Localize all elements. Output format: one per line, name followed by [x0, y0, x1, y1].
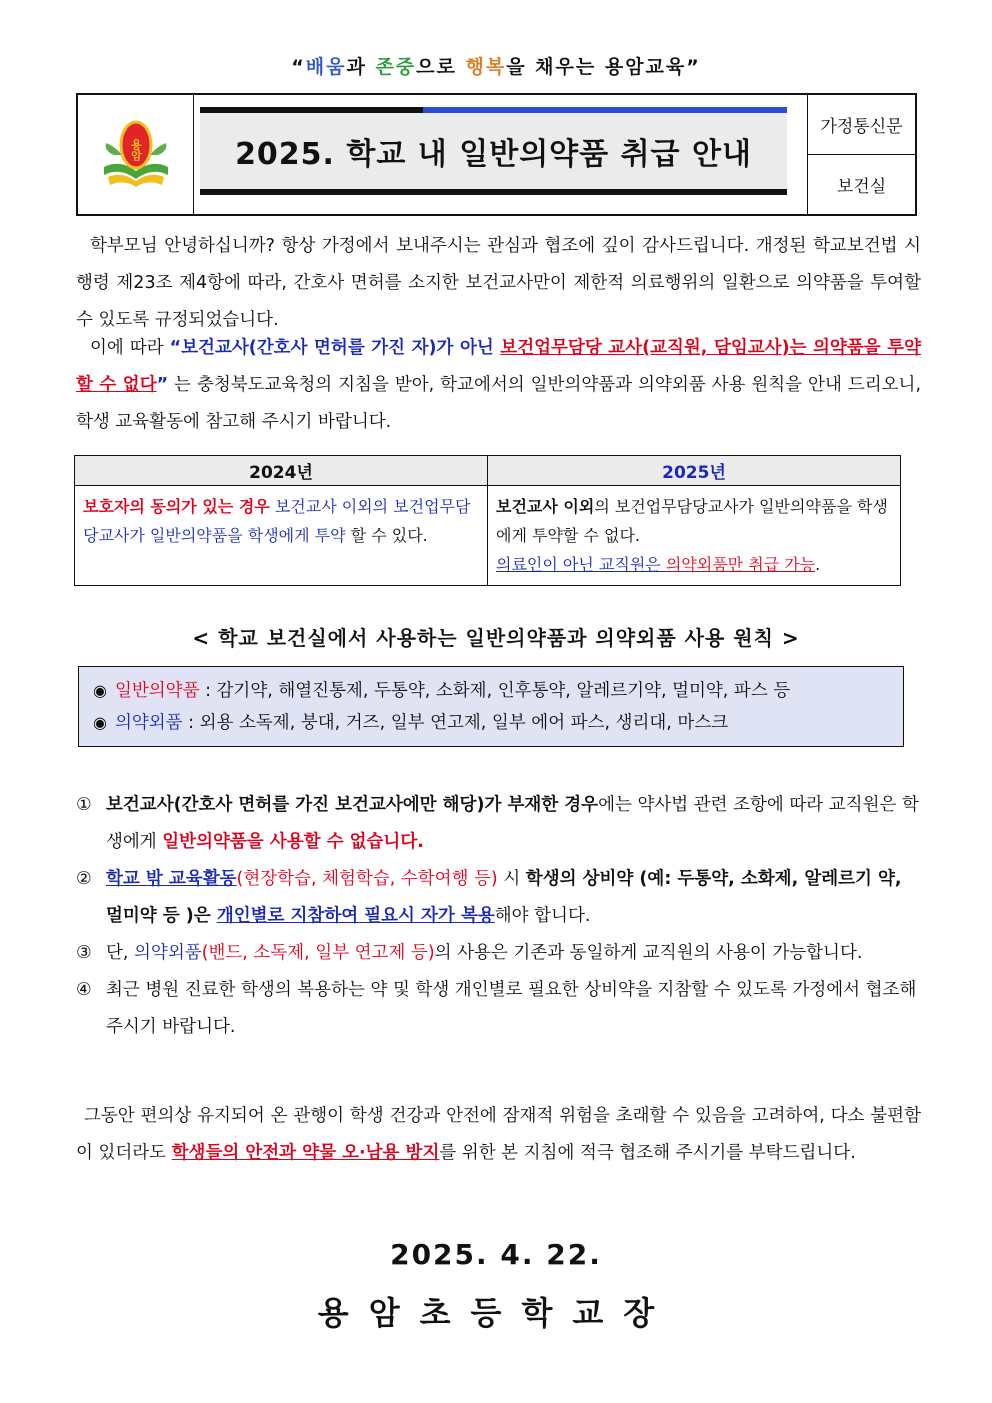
- header-2024: 2024년: [75, 456, 488, 486]
- rule-1-text: 에는 약사법 관련 조항에 따라 교직원은 학생에게: [106, 795, 919, 852]
- document-type: 가정통신문: [808, 95, 915, 155]
- issue-date: 2025. 4. 22.: [390, 1238, 602, 1271]
- rule-2-blue: 학교 밖 교육활동: [106, 869, 237, 889]
- slogan: [0, 52, 992, 79]
- cell-2024: [75, 486, 488, 586]
- rule-1-bold: 보건교사(간호사 면허를 가진 보건교사에만 해당)가 부재한 경우: [106, 795, 599, 815]
- rule-4: [76, 972, 921, 1046]
- principle-label: 의약외품: [114, 713, 183, 733]
- intro-paragraph-2: [76, 330, 921, 441]
- closing-text-2: 를 위한 본 지침에 적극 협조해 주시기를 부탁드립니다.: [439, 1143, 856, 1163]
- principle-label: 일반의약품: [114, 681, 200, 701]
- slogan-word-happiness: 행복: [465, 56, 507, 78]
- rule-3-text: 단,: [106, 943, 135, 963]
- title-cell: [194, 95, 808, 214]
- cell-2025-red: 의약외품만 취급 가능: [665, 555, 816, 574]
- slogan-word-learning: 배움: [305, 56, 347, 78]
- rule-3: [76, 935, 921, 972]
- principles-title: < 학교 보건실에서 사용하는 일반의약품과 의약외품 사용 원칙 >: [192, 626, 800, 650]
- principles-box: [78, 666, 904, 747]
- quote-close: ”: [686, 56, 701, 78]
- cell-2024-end: 할 수 있다.: [350, 526, 428, 545]
- rule-2-red: (현장학습, 체험학습, 수학여행 등): [236, 869, 498, 889]
- rule-1-red: 일반의약품을 사용할 수 없습니다.: [162, 832, 424, 852]
- radio-bullet-icon: ◉: [93, 681, 107, 700]
- rule-number: ①: [76, 795, 92, 815]
- rule-4-text: 최근 병원 진료한 학생의 복용하는 약 및 학생 개인별로 필요한 상비약을 지참할 수 있도록 가정에서 협조해 주시기 바랍니다.: [106, 980, 917, 1037]
- signer: 용암초등학교장: [317, 1294, 675, 1332]
- intro-paragraph-1: 학부모님 안녕하십니까? 항상 가정에서 보내주시는 관심과 협조에 깊이 감사드립니다. 개정된 학교보건법 시행령 제23조 제4항에 따라, 간호사 면허를 소지한 보건교사만이 제한적 의료행위의 일환으로 의약품을 투여할 수 있도록 규정되었습니다.: [76, 236, 921, 330]
- quote-part-b: 보건업무담당 교사(교직원, 담임교사)는 의약품을 투약할 수 없다: [76, 338, 921, 395]
- school-logo-icon: [96, 115, 176, 195]
- slogan-text: 으로: [416, 56, 466, 78]
- slogan-text: 을 채우는 용암교육: [506, 56, 687, 78]
- cell-2025: [488, 486, 901, 586]
- logo-text: 용암: [129, 138, 142, 161]
- document-header: [76, 93, 917, 216]
- principle-text: : 외용 소독제, 붕대, 거즈, 일부 연고제, 일부 에어 파스, 생리대, 마스크: [182, 713, 729, 733]
- header-side-info: [808, 95, 915, 214]
- cell-2025-bold: 보건교사 이외: [496, 497, 595, 516]
- slogan-word-respect: 존중: [375, 56, 417, 78]
- radio-bullet-icon: ◉: [93, 713, 107, 732]
- cell-2024-red: 보호자의 동의가 있는 경우: [83, 497, 270, 516]
- rules-list: [76, 787, 921, 1046]
- rule-3-text-2: 의 사용은 기존과 동일하게 교직원의 사용이 가능합니다.: [434, 943, 863, 963]
- principle-text: : 감기약, 해열진통제, 두통약, 소화제, 인후통약, 알레르기약, 멀미약, 파스 등: [199, 681, 791, 701]
- principle-item: [93, 707, 889, 739]
- quote-end: ”: [156, 375, 169, 395]
- rule-2: [76, 861, 921, 935]
- rule-2-text-2: 해야 합니다.: [494, 906, 591, 926]
- intro-lead: 이에 따라: [90, 338, 170, 358]
- cell-2024-blue: 보건교사 이외의 보건업무담당교사가 일반의약품을 학생에게 투약: [83, 497, 471, 545]
- closing-paragraph: [76, 1098, 921, 1172]
- comparison-table: [74, 455, 901, 586]
- cell-2025-end: .: [815, 555, 821, 574]
- closing-red: 학생들의 안전과 약물 오·남용 방지: [171, 1143, 440, 1163]
- department: 보건실: [836, 177, 887, 197]
- quote-open: “: [291, 56, 306, 78]
- header-2025: 2025년: [488, 456, 901, 486]
- principle-item: [93, 675, 889, 707]
- rule-2-bold: 학생의 상비약 (예: 두통약, 소화제, 알레르기 약, 멀미약 등 )은: [106, 869, 902, 926]
- rule-number: ②: [76, 869, 92, 889]
- closing-text: 그동안 편의상 유지되어 온 관행이 학생 건강과 안전에 잠재적 위험을 초래할 수 있음을 고려하여, 다소 불편함이 있더라도: [76, 1106, 921, 1163]
- cell-2025-text: 의 보건업무담당교사가 일반의약품을 학생에게 투약할 수 없다.: [496, 497, 888, 545]
- rule-3-blue: 의약외품: [134, 943, 202, 963]
- quote-part-a: “보건교사(간호사 면허를 가진 자)가 아닌: [169, 338, 501, 358]
- rule-3-red: (밴드, 소독제, 일부 연고제 등): [201, 943, 435, 963]
- document-title: 2025. 학교 내 일반의약품 취급 안내: [200, 113, 787, 195]
- cell-2025-blue: 의료인이 아닌 교직원은: [496, 555, 666, 574]
- slogan-text: 과: [346, 56, 376, 78]
- rule-1: [76, 787, 921, 861]
- intro-rest: 는 충청북도교육청의 지침을 받아, 학교에서의 일반의약품과 의약외품 사용 원칙을 안내 드리오니, 학생 교육활동에 참고해 주시기 바랍니다.: [76, 375, 922, 432]
- school-logo-cell: [78, 95, 194, 214]
- rule-number: ③: [76, 943, 92, 963]
- rule-number: ④: [76, 980, 92, 1000]
- rule-2-text: 시: [497, 869, 526, 889]
- rule-2-blue-2: 개인별로 지참하여 필요시 자가 복용: [216, 906, 495, 926]
